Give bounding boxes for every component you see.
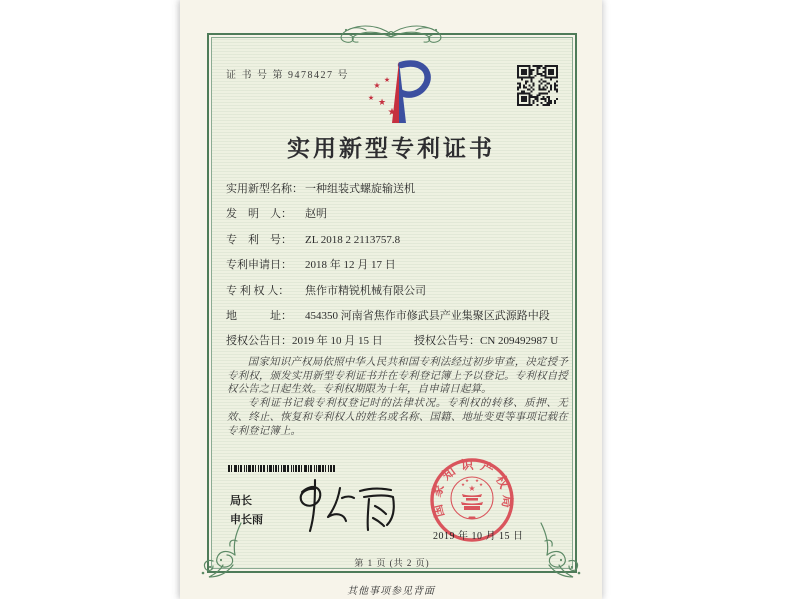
legal-paragraph: 专利证书记载专利权登记时的法律状况。专利权的转移、质押、无效、终止、恢复和专利权人的姓名或名称、国籍、地址变更等事项记载在专利登记簿上。 — [227, 398, 568, 437]
field-label: 专 利 号： — [226, 233, 292, 246]
svg-text:★: ★ — [377, 98, 387, 108]
svg-text:★: ★ — [460, 483, 466, 488]
grant-date-value: 2019 年 10 月 15 日 — [292, 335, 383, 348]
cnipa-patent-logo-icon — [361, 55, 437, 135]
svg-text:★: ★ — [468, 484, 476, 493]
field-label: 专 利 权 人： — [226, 284, 290, 297]
field-value: 一种组装式螺旋输送机 — [305, 183, 415, 195]
grant-no-value: CN 209492987 U — [480, 335, 559, 348]
field-row-patent-number — [226, 234, 574, 247]
grant-date-label: 授权公告日： — [226, 335, 292, 348]
svg-text:★: ★ — [478, 483, 484, 488]
page-number-note: 第 1 页 (共 2 页) — [354, 558, 430, 568]
director-signature-icon — [288, 476, 400, 536]
svg-text:★: ★ — [464, 479, 470, 484]
field-label: 实用新型名称： — [226, 183, 303, 195]
certificate-number: 证 书 号 第 9478427 号 — [226, 70, 349, 81]
seal-arc-text: 国家知识产权局 — [429, 457, 515, 519]
grant-no-label: 授权公告号： — [414, 335, 480, 348]
barcode-icon — [228, 465, 338, 472]
field-row-inventor — [226, 208, 574, 221]
field-row-address — [226, 310, 574, 323]
field-row-grant — [226, 335, 574, 348]
seal-emblem-gate — [461, 494, 483, 519]
field-value: 焦作市精锐机械有限公司 — [305, 284, 426, 297]
certificate-fields — [226, 183, 574, 361]
top-flourish-ornament — [326, 21, 456, 47]
svg-text:★: ★ — [373, 81, 381, 90]
director-name: 申长雨 — [230, 514, 263, 526]
field-value: 454350 河南省焦作市修武县产业集聚区武源路中段 — [305, 309, 550, 322]
seal-date: 2019 年 10 月 15 日 — [433, 531, 524, 542]
svg-text:★: ★ — [367, 94, 375, 102]
field-value: 赵明 — [305, 208, 327, 221]
qr-code-icon — [517, 65, 558, 106]
field-row-filing-date — [226, 259, 574, 272]
seal-emblem-stars — [461, 478, 483, 493]
field-value: 2018 年 12 月 17 日 — [305, 259, 396, 272]
field-value: ZL 2018 2 2113757.8 — [305, 233, 401, 246]
svg-text:★: ★ — [383, 76, 391, 84]
field-row-patentee — [226, 285, 574, 298]
director-title: 局长 — [230, 495, 252, 507]
certificate-title: 实用新型专利证书 — [287, 136, 495, 161]
svg-text:★: ★ — [474, 479, 480, 484]
legal-paragraph: 国家知识产权局依照中华人民共和国专利法经过初步审查，决定授予专利权，颁发实用新型专利证书并在专利登记簿上予以登记。专利权自授权公告之日起生效。专利权期限为十年，自申请日起算。 — [227, 357, 568, 396]
see-back-note: 其他事项参见背面 — [347, 586, 435, 597]
certificate-paper — [180, 0, 602, 599]
svg-text:★: ★ — [387, 107, 397, 118]
bottom-right-flourish-ornament — [539, 521, 585, 579]
legal-text-block — [227, 356, 568, 438]
field-row-name — [226, 183, 574, 196]
bottom-left-flourish-ornament — [197, 521, 243, 579]
field-label: 地 址： — [226, 309, 292, 322]
field-label: 发 明 人： — [226, 208, 292, 221]
field-label: 专利申请日： — [226, 259, 292, 272]
